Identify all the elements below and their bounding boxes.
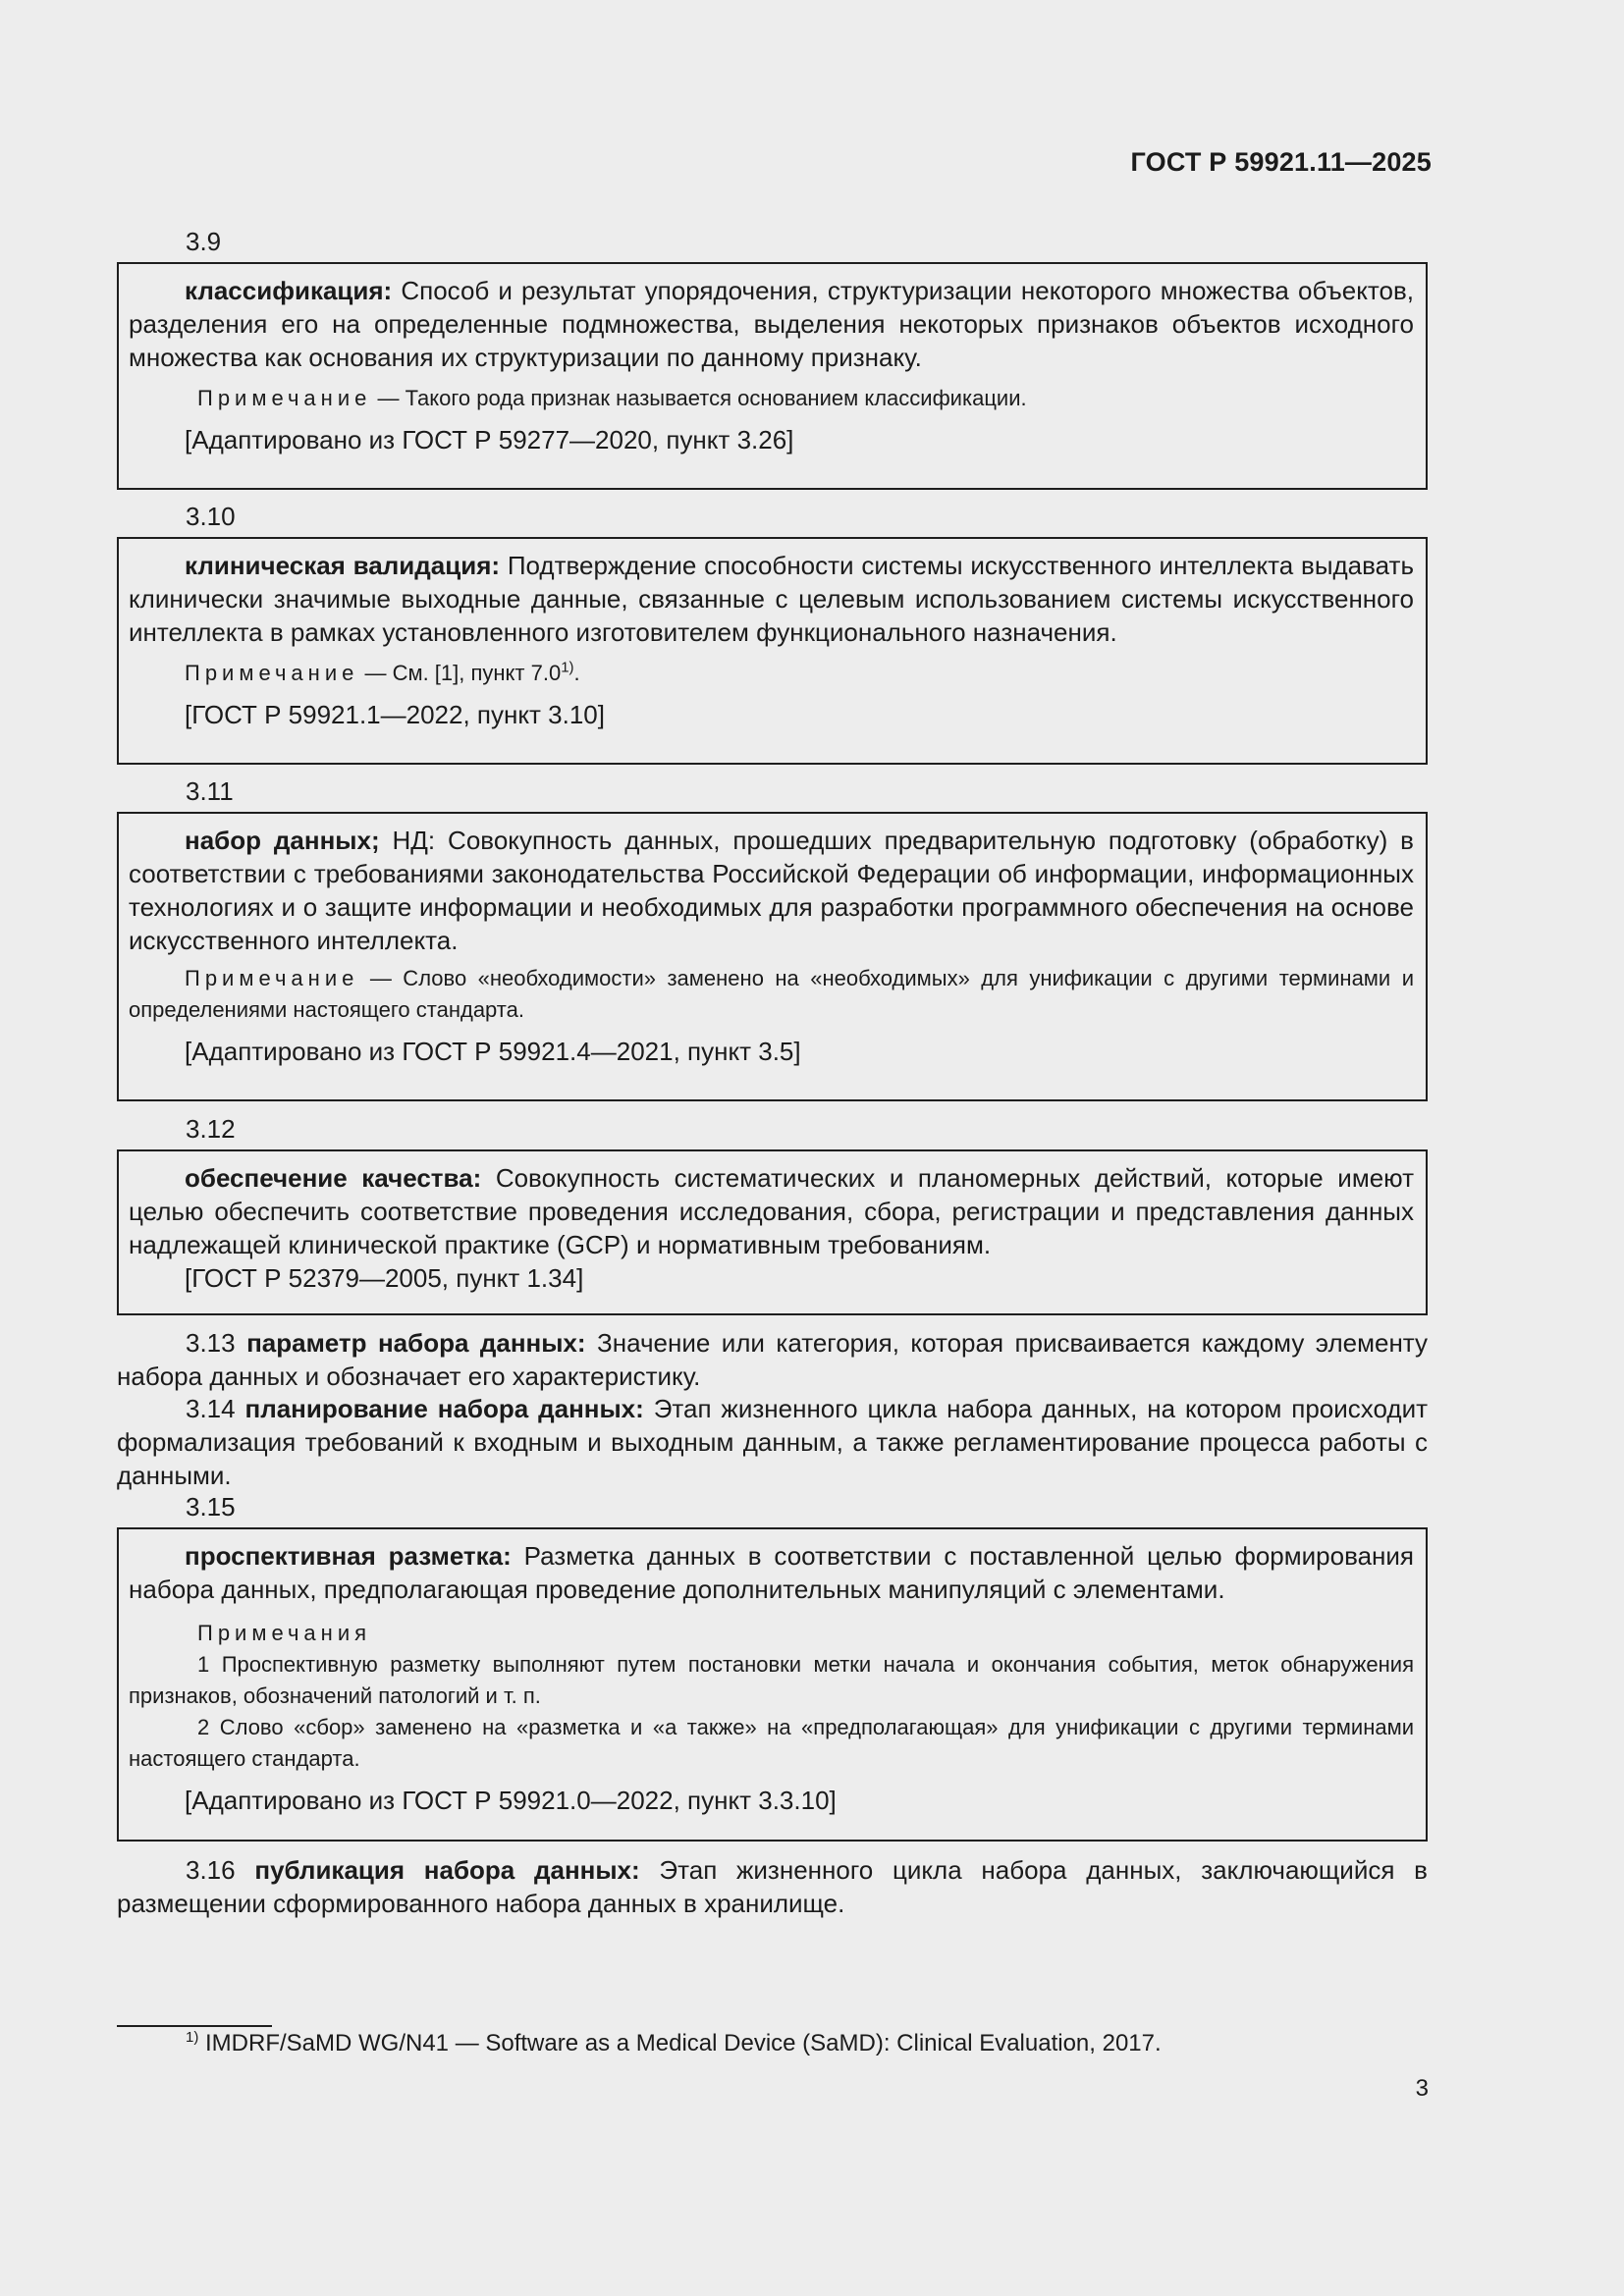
page-number: 3 <box>1415 2075 1429 2102</box>
entry-number: 3.14 <box>186 1394 236 1423</box>
term-box-prospective-labeling <box>117 1527 1428 1842</box>
source-reference: [ГОСТ Р 59921.1—2022, пункт 3.10] <box>185 700 605 729</box>
term-box-classification <box>117 262 1428 490</box>
entry-number: 3.10 <box>186 502 236 531</box>
notes-label: Примечания <box>197 1621 372 1645</box>
note-1: 1 Проспективную разметку выполняют путем постановки метки начала и окончания события, меток обнаружения признаков, обозначений патологий и т. п. <box>129 1652 1414 1708</box>
term-box-quality-assurance <box>117 1149 1428 1315</box>
entry-number: 3.11 <box>186 776 234 806</box>
standard-code-header: ГОСТ Р 59921.11—2025 <box>1130 147 1432 177</box>
term-box-dataset <box>117 812 1428 1101</box>
entry-number: 3.12 <box>186 1114 236 1144</box>
term-box-clinical-validation <box>117 537 1428 765</box>
term-label: классификация: <box>185 276 393 305</box>
definition <box>129 824 1414 957</box>
footnote-text: IMDRF/SaMD WG/N41 — Software as a Medical Device (SaMD): Clinical Evaluation, 2017. <box>198 2030 1162 2056</box>
entry-number: 3.13 <box>186 1328 236 1358</box>
term-abbreviation: НД: <box>379 826 436 855</box>
note-text: — Слово «необходимости» заменено на «необходимых» для унификации с другими терминами и определениями настоящего стандарта. <box>129 966 1414 1022</box>
footnote-mark: 1) <box>186 2029 199 2046</box>
footnote <box>186 2030 1162 2057</box>
definition-text: Способ и результат упорядочения, структуризации некоторого множества объектов, разделения его на определенные подмножества, выделения некоторых признаков объектов исходного множества как основания их структуризации по данному признаку. <box>129 276 1414 372</box>
note-2: 2 Слово «сбор» заменено на «разметка и «а также» на «предполагающая» для унификации с другими терминами настоящего стандарта. <box>129 1715 1414 1771</box>
definition-text: Совокупность данных, прошедших предварительную подготовку (обработку) в соответствии с требованиями законодательства Российской Федерации об информации, информационных технологиях и о защите информации и необходимых для разработки программного обеспечения на основе искусственного интеллекта. <box>129 826 1414 955</box>
source-reference: [Адаптировано из ГОСТ Р 59921.0—2022, пункт 3.3.10] <box>185 1786 837 1815</box>
definition-text: Этап жизненного цикла набора данных, на котором происходит формализация требований к входным и выходным данным, а также регламентирование процесса работы с данными. <box>117 1394 1428 1490</box>
definition-text: Разметка данных в соответствии с поставленной целью формирования набора данных, предполагающая проведение дополнительных манипуляций с элементами. <box>129 1541 1415 1604</box>
note <box>129 658 1414 689</box>
footnote-divider <box>117 2025 272 2027</box>
source-reference: [Адаптировано из ГОСТ Р 59277—2020, пункт 3.26] <box>185 425 794 454</box>
definition-text: Подтверждение способности системы искусственного интеллекта выдавать клинически значимые выходные данные, связанные с целевым использованием системы искусственного интеллекта в рамках установленного изготовителем функционального назначения. <box>129 551 1415 647</box>
definition-text: Значение или категория, которая присваивается каждому элементу набора данных и обозначает его характеристику. <box>117 1328 1429 1391</box>
definition <box>129 274 1414 374</box>
term-label: планирование набора данных: <box>244 1394 644 1423</box>
notes-heading <box>129 1618 1414 1649</box>
definition-3-13 <box>117 1326 1428 1393</box>
definition-3-14 <box>117 1392 1428 1492</box>
source-reference: [ГОСТ Р 52379—2005, пункт 1.34] <box>185 1263 584 1293</box>
note <box>129 383 1414 414</box>
source-reference: [Адаптировано из ГОСТ Р 59921.4—2021, пункт 3.5] <box>185 1037 801 1066</box>
note-label: Примечание <box>185 661 359 685</box>
entry-number: 3.15 <box>186 1492 236 1522</box>
footnote-ref: 1) <box>561 659 574 676</box>
term-label: проспективная разметка: <box>185 1541 512 1571</box>
definition <box>129 1539 1414 1606</box>
entry-number: 3.16 <box>186 1855 236 1885</box>
term-label: параметр набора данных: <box>246 1328 586 1358</box>
entry-number: 3.9 <box>186 227 222 256</box>
definition-text: Совокупность систематических и планомерных действий, которые имеют целью обеспечить соответствие проведения исследования, сбора, регистрации и представления данных надлежащей клинической практике (GCP) и нормативным требованиям. <box>129 1163 1414 1259</box>
note-text: — См. [1], пункт 7.0 <box>358 661 562 685</box>
term-label: набор данных; <box>185 826 380 855</box>
note-text: — Такого рода признак называется основанием классификации. <box>371 386 1027 410</box>
definition <box>129 1161 1414 1261</box>
definition-text: Этап жизненного цикла набора данных, заключающийся в размещении сформированного набора данных в хранилище. <box>117 1855 1428 1918</box>
definition <box>129 549 1414 649</box>
term-label: клиническая валидация: <box>185 551 501 580</box>
note-label: Примечание <box>185 966 359 990</box>
note-end: . <box>573 661 580 685</box>
document-page <box>117 0 1432 2296</box>
note-label: Примечание <box>197 386 372 410</box>
note <box>129 963 1414 1026</box>
term-label: обеспечение качества: <box>185 1163 482 1193</box>
term-label: публикация набора данных: <box>254 1855 640 1885</box>
definition-3-16 <box>117 1853 1428 1920</box>
